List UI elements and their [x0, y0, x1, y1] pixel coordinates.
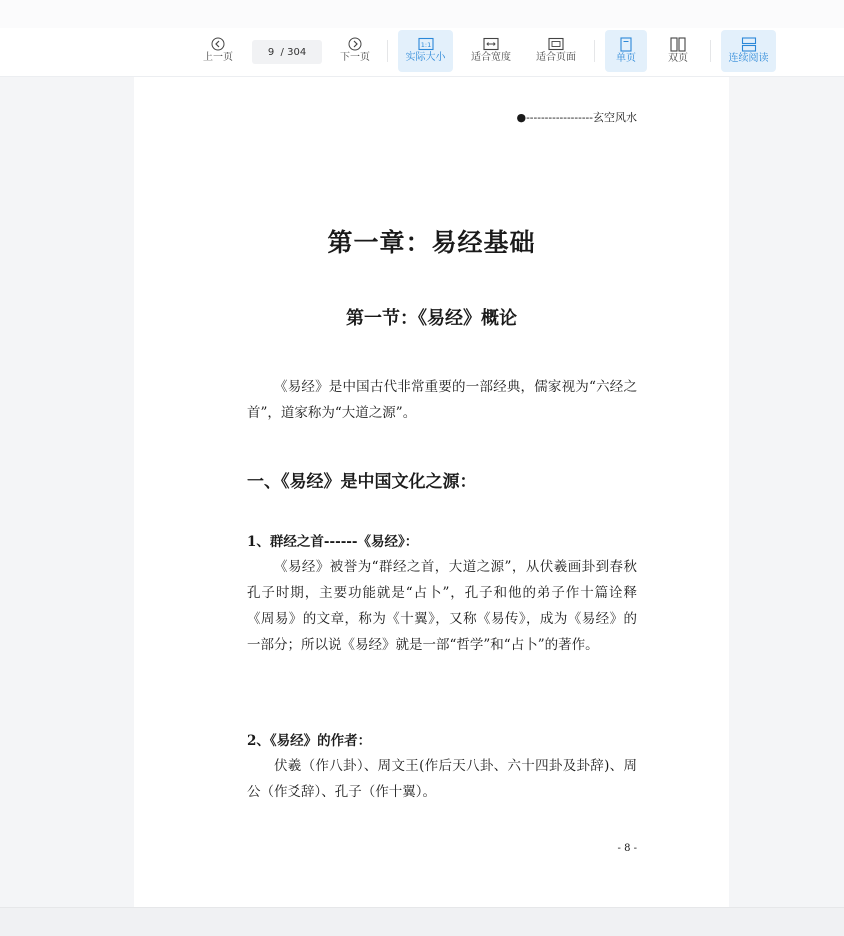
- fit-page-button[interactable]: [529, 30, 583, 72]
- page-total: / 304: [280, 46, 307, 58]
- prev-page-label: 上一页: [203, 52, 233, 63]
- subheading-first-of-classics: 1、群经之首------《易经》：: [247, 534, 419, 550]
- heading-origin-of-culture: 一、《易经》是中国文化之源：: [247, 472, 477, 492]
- page-header-mark: ●------------------玄空风水: [516, 111, 637, 124]
- fit-page-icon: [548, 37, 564, 51]
- actual-size-icon: [418, 37, 434, 51]
- prev-page-button[interactable]: [198, 30, 238, 72]
- page-number-footer: - 8 -: [617, 843, 637, 854]
- top-strip: [0, 0, 844, 29]
- subheading-authors: 2、《易经》的作者：: [247, 733, 372, 749]
- next-page-button[interactable]: [335, 30, 375, 72]
- fit-page-label: 适合页面: [536, 52, 576, 63]
- chapter-title: 第一章：易经基础: [327, 228, 536, 257]
- svg-text:1:1: 1:1: [420, 41, 431, 49]
- double-page-icon: [670, 37, 686, 52]
- double-page-button[interactable]: [657, 30, 699, 72]
- actual-size-button[interactable]: [398, 30, 453, 72]
- continuous-reading-label: 连续阅读: [728, 53, 769, 64]
- chevron-left-circle-icon: [211, 37, 225, 51]
- next-page-label: 下一页: [340, 52, 370, 63]
- paragraph-authors: 伏羲（作八卦）、周文王(作后天八卦、六十四卦及卦辞)、周公（作爻辞）、孔子（作十翼）。: [247, 758, 637, 800]
- single-page-label: 单页: [616, 53, 636, 64]
- viewer-toolbar: [0, 28, 844, 77]
- page-current: 9: [267, 46, 275, 58]
- page-number-input[interactable]: [252, 40, 322, 64]
- fit-width-icon: [483, 37, 499, 51]
- single-page-icon: [619, 37, 633, 52]
- document-page: [134, 77, 729, 907]
- toolbar-divider: [594, 40, 595, 62]
- double-page-label: 双页: [668, 53, 688, 64]
- fit-width-label: 适合宽度: [471, 52, 511, 63]
- toolbar-divider: [710, 40, 711, 62]
- section-title: 第一节：《易经》概论: [346, 308, 517, 329]
- fit-width-button[interactable]: [464, 30, 518, 72]
- bottom-bar: [0, 907, 844, 936]
- single-page-button[interactable]: [605, 30, 647, 72]
- actual-size-label: 实际大小: [405, 52, 446, 63]
- paragraph-first-of-classics: 《易经》被誉为“群经之首，大道之源”，从伏羲画卦到春秋孔子时期，主要功能就是“占卜”，孔子和他的弟子作十篇诠释《周易》的文章，称为《十翼》，又称《易传》，成为《易经》的一部分；所以说《易经》就是一部“哲学”和“占卜”的著作。: [247, 559, 637, 653]
- intro-paragraph: 《易经》是中国古代非常重要的一部经典，儒家视为“六经之首”，道家称为“大道之源”。: [247, 379, 637, 421]
- continuous-reading-icon: [741, 37, 757, 52]
- continuous-reading-button[interactable]: [721, 30, 776, 72]
- chevron-right-circle-icon: [348, 37, 362, 51]
- toolbar-divider: [387, 40, 388, 62]
